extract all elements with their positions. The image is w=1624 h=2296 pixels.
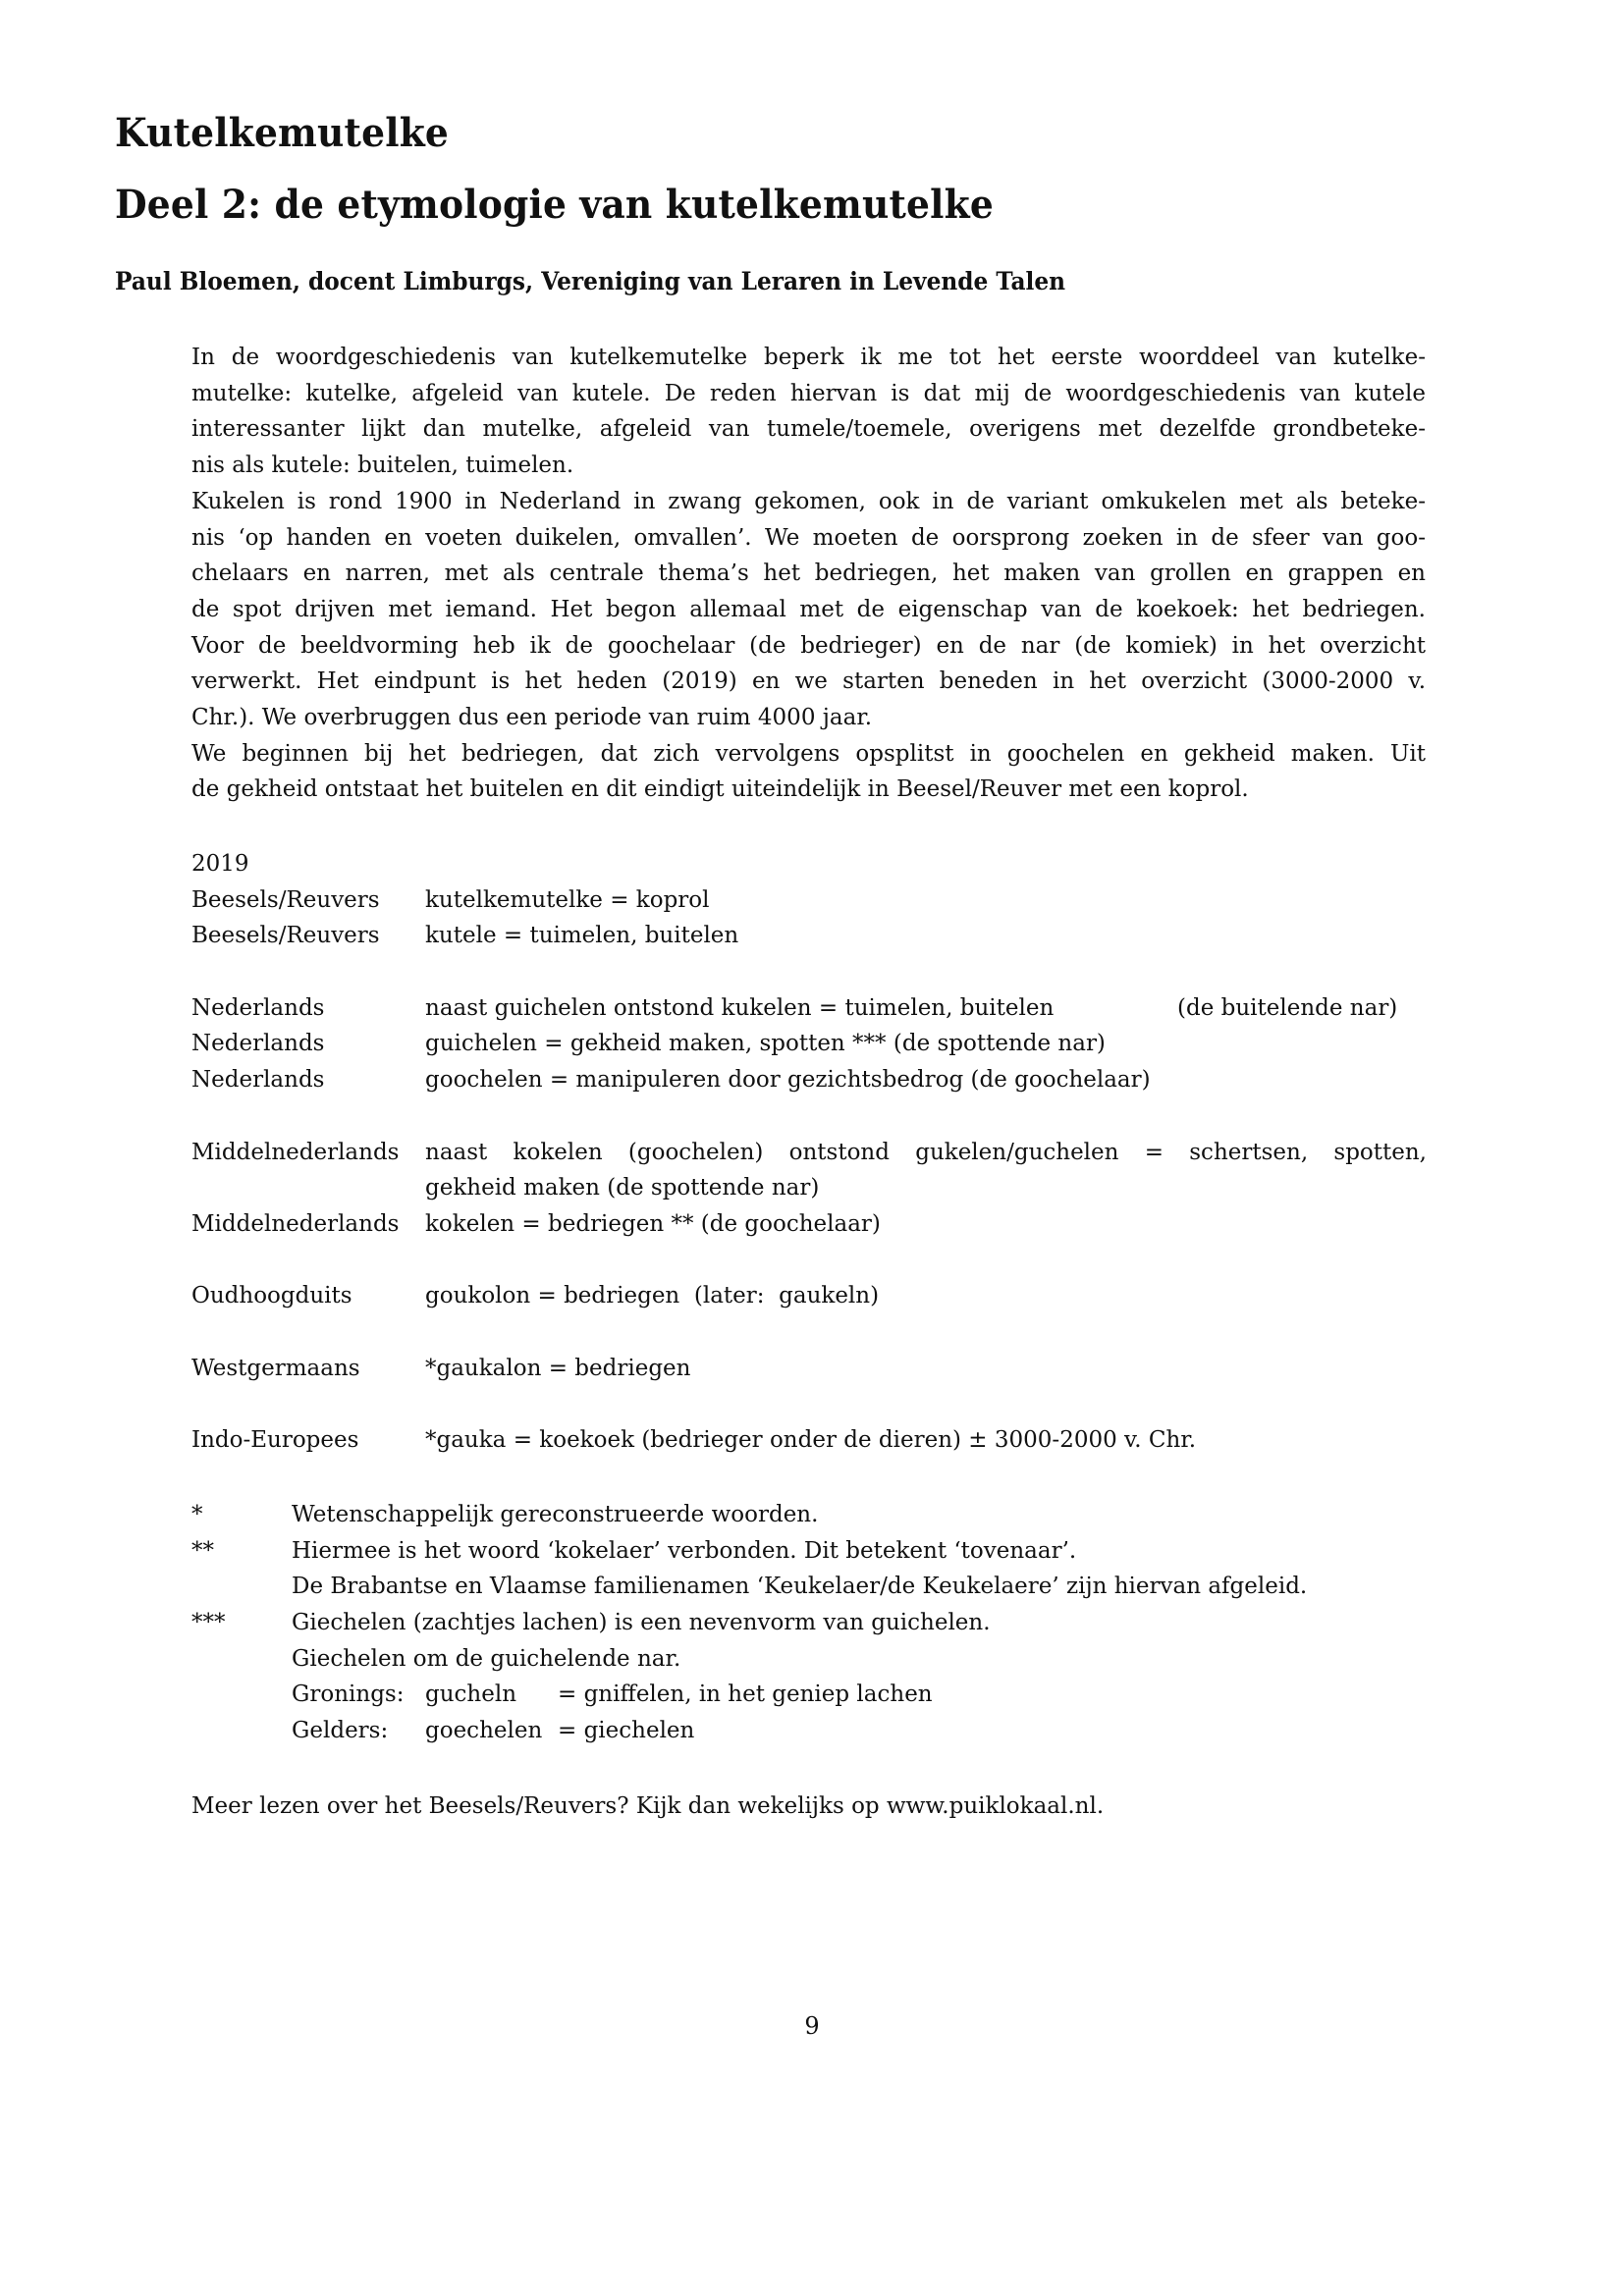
definition: kutelkemutelke = koprol (425, 886, 710, 913)
footnote-text: Wetenschappelijk gereconstrueerde woorden. (292, 1502, 819, 1527)
footnote-continued (191, 1569, 1429, 1605)
dialect-row (191, 1677, 1429, 1713)
author-line: Paul Bloemen, docent Limburgs, Vereniging van Leraren in Levende Talen (115, 267, 1066, 295)
definition: *gauka = koekoek (bedrieger onder de dieren) ± 3000-2000 v. Chr. (425, 1427, 1197, 1453)
intro-line: Chr.). We overbruggen dus een periode van ruim 4000 jaar. (191, 705, 873, 731)
footnote (191, 1497, 1429, 1533)
overview-row (191, 1062, 1429, 1098)
page-number: 9 (804, 2012, 820, 2040)
dialect-word: goechelen (425, 1718, 543, 1744)
footnote-text: Hiermee is het woord ‘kokelaer’ verbonden. Dit betekent ‘tovenaar’. (292, 1537, 1077, 1564)
definition-continued: gekheid maken (de spottende nar) (425, 1175, 820, 1201)
dialect-meaning: = gniffelen, in het geniep lachen (558, 1682, 933, 1708)
language-label: Middelnederlands (191, 1210, 400, 1237)
definition: kutele = tuimelen, buitelen (425, 923, 739, 949)
footnotes (191, 1497, 1429, 1749)
dialect-label: Gronings: (292, 1682, 405, 1708)
footnote-mark: *** (191, 1610, 226, 1636)
definition: naast kokelen (goochelen) ontstond gukelen/guchelen = schertsen, spotten, (425, 1139, 1427, 1165)
dialect-word: gucheln (425, 1682, 517, 1708)
overview-row-continued (191, 1170, 1429, 1206)
intro-line: verwerkt. Het eindpunt is het heden (2019) en we starten beneden in het overzicht (3000-2000 v. (191, 668, 1426, 695)
intro-line: Voor de beeldvorming heb ik de goochelaar (de bedrieger) en de nar (de komiek) in het overzicht (191, 632, 1426, 659)
language-label: Beesels/Reuvers (191, 923, 380, 949)
overview-row (191, 1278, 1429, 1314)
footnote-text: Giechelen om de guichelende nar. (292, 1645, 681, 1672)
etymology-overview (191, 846, 1429, 1459)
definition: guichelen = gekheid maken, spotten *** (de spottende nar) (425, 1031, 1106, 1057)
overview-row (191, 1135, 1429, 1171)
overview-row (191, 1422, 1429, 1459)
footnote-mark: * (191, 1502, 203, 1527)
overview-row (191, 1351, 1429, 1387)
dialect-meaning: = giechelen (558, 1718, 695, 1744)
footnote-mark: ** (191, 1537, 214, 1564)
definition: goochelen = manipuleren door gezichtsbedrog (de goochelaar) (425, 1067, 1151, 1094)
intro-line: We beginnen bij het bedriegen, dat zich vervolgens opsplitst in goochelen en gekheid maken. Uit (191, 740, 1426, 767)
intro-paragraphs (191, 340, 1426, 808)
intro-line: chelaars en narren, met als centrale thema’s het bedriegen, het maken van grollen en grappen en (191, 561, 1426, 587)
overview-year-row (191, 846, 1429, 882)
overview-year: 2019 (191, 851, 249, 877)
language-label: Oudhoogduits (191, 1283, 352, 1309)
intro-line: nis als kutele: buitelen, tuimelen. (191, 453, 574, 479)
footer-note: Meer lezen over het Beesels/Reuvers? Kijk dan wekelijks op www.puiklokaal.nl. (191, 1793, 1105, 1819)
definition: naast guichelen ontstond kukelen = tuimelen, buitelen (425, 994, 1055, 1021)
footnote (191, 1533, 1429, 1570)
language-label: Nederlands (191, 994, 325, 1021)
language-label: Middelnederlands (191, 1139, 400, 1165)
footnote-text: De Brabantse en Vlaamse familienamen ‘Keukelaer/de Keukelaere’ zijn hiervan afgeleid. (292, 1574, 1308, 1600)
definition-note: (de buitelende nar) (1177, 994, 1398, 1021)
intro-line: nis ‘op handen en voeten duikelen, omvallen’. We moeten de oorsprong zoeken in de sfeer van goo- (191, 524, 1426, 551)
article-subtitle: Deel 2: de etymologie van kutelkemutelke (115, 182, 994, 228)
dialect-label: Gelders: (292, 1718, 389, 1744)
footnote (191, 1605, 1429, 1641)
intro-line: de gekheid ontstaat het buitelen en dit eindigt uiteindelijk in Beesel/Reuver met een koprol. (191, 776, 1249, 803)
language-label: Nederlands (191, 1067, 325, 1094)
overview-row (191, 1026, 1429, 1062)
article-title: Kutelkemutelke (115, 110, 450, 156)
language-label: Nederlands (191, 1031, 325, 1057)
overview-row (191, 882, 1429, 919)
language-label: Westgermaans (191, 1355, 360, 1381)
overview-row (191, 918, 1429, 954)
definition: goukolon = bedriegen (later: gaukeln) (425, 1283, 880, 1309)
overview-row (191, 990, 1429, 1027)
language-label: Beesels/Reuvers (191, 886, 380, 913)
footnote-continued (191, 1641, 1429, 1678)
language-label: Indo-Europees (191, 1427, 359, 1453)
intro-line: de spot drijven met iemand. Het begon allemaal met de eigenschap van de koekoek: het bedriegen. (191, 596, 1426, 622)
intro-line: interessanter lijkt dan mutelke, afgeleid van tumele/toemele, overigens met dezelfde grondbeteke- (191, 416, 1426, 443)
intro-line: In de woordgeschiedenis van kutelkemutelke beperk ik me tot het eerste woorddeel van kutelke- (191, 345, 1426, 370)
intro-line: mutelke: kutelke, afgeleid van kutele. De reden hiervan is dat mij de woordgeschiedenis van kutele (191, 380, 1426, 406)
overview-row (191, 1206, 1429, 1243)
footnote-text: Giechelen (zachtjes lachen) is een nevenvorm van guichelen. (292, 1610, 991, 1636)
definition: kokelen = bedriegen ** (de goochelaar) (425, 1210, 881, 1237)
dialect-row (191, 1713, 1429, 1749)
intro-line: Kukelen is rond 1900 in Nederland in zwang gekomen, ook in de variant omkukelen met als beteke- (191, 488, 1426, 514)
definition: *gaukalon = bedriegen (425, 1355, 691, 1381)
